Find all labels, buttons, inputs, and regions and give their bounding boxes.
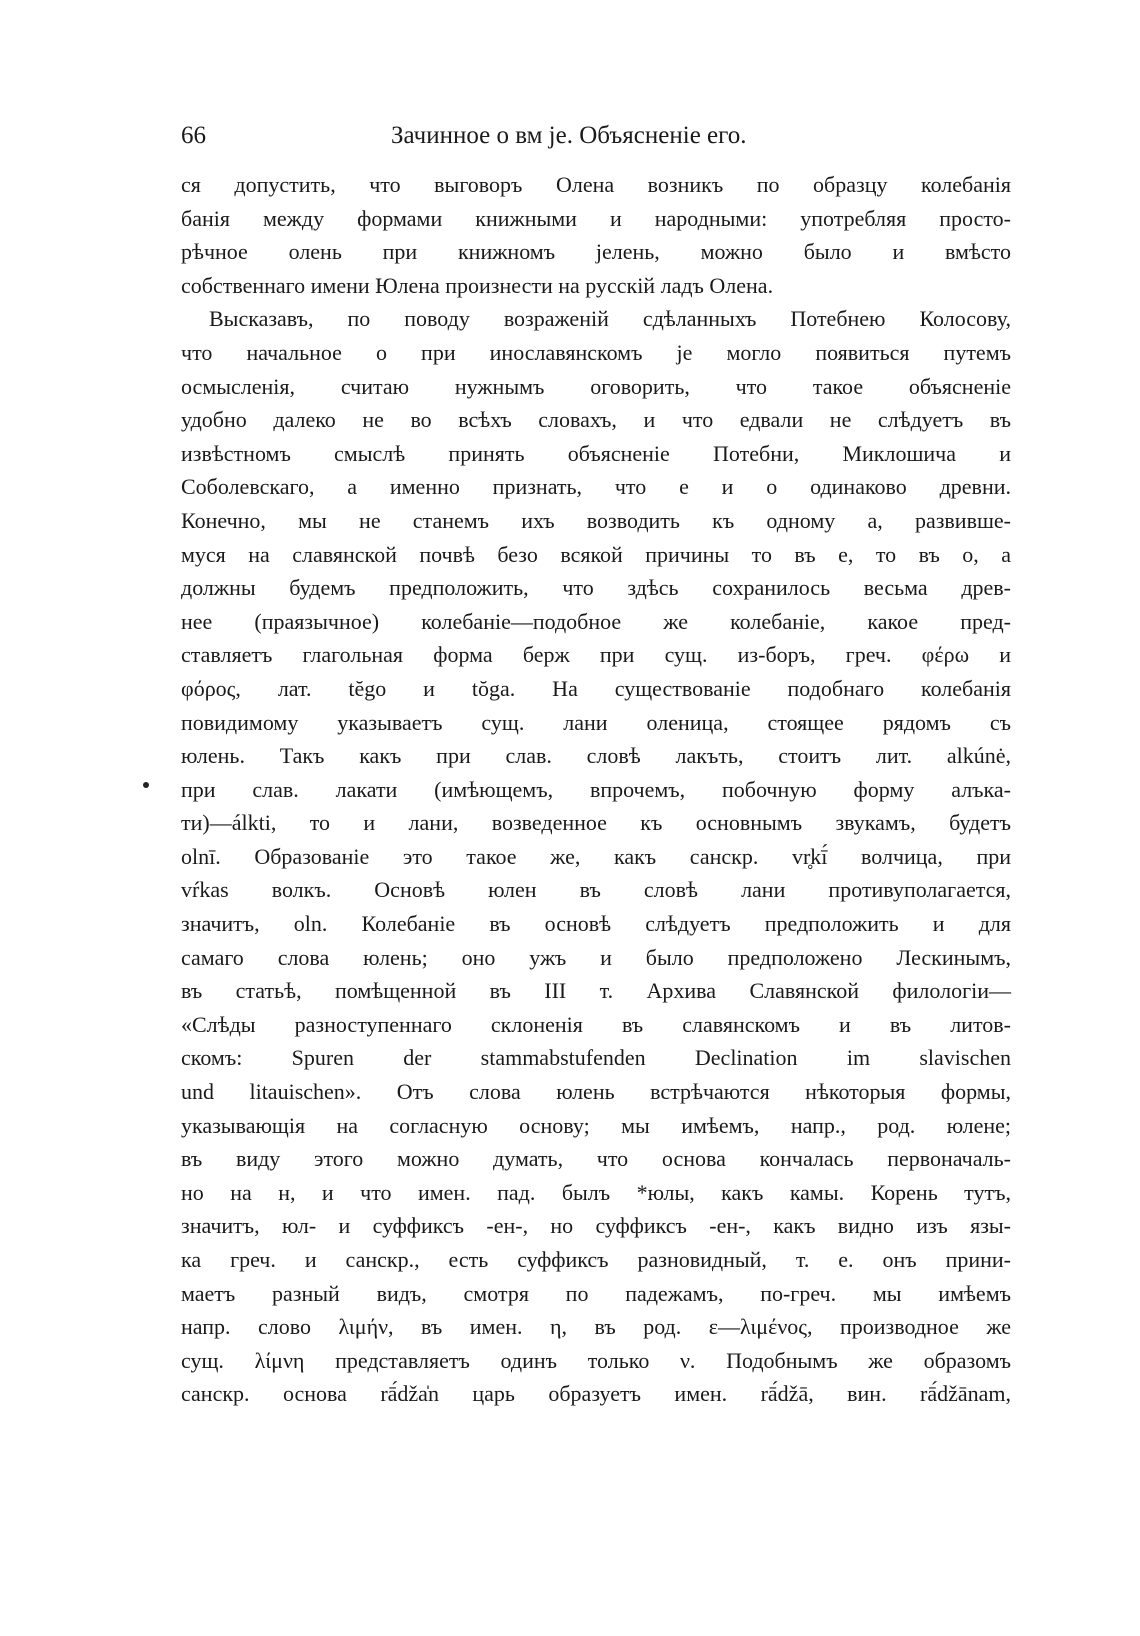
text-line: ка греч. и санскр., есть суффиксъ разновидный, т. е. онъ прини-: [181, 1247, 1011, 1272]
text-line: значитъ, oln. Колебаніе въ основѣ слѣдуетъ предположить и для: [181, 911, 1011, 937]
text-line: нее (праязычное) колебаніе—подобное же колебаніе, какое пред-: [181, 608, 1011, 634]
text-line: что начальное о при инославянскомъ је могло появиться путемъ: [181, 339, 1011, 365]
text-line: ся допустить, что выговоръ Олена возникъ по образцу колебанія: [181, 172, 1011, 197]
text-line: сущ. λίμνη представляетъ одинъ только ν. Подобнымъ же образомъ: [181, 1347, 1011, 1373]
text-line: въ статьѣ, помѣщенной въ III т. Архива Славянской филологіи—: [181, 978, 1011, 1004]
page-header: [181, 118, 1011, 154]
text-line: напр. слово λιμήν, въ имен. η, въ род. ε—λιμένος, производное же: [181, 1314, 1011, 1340]
text-line: извѣстномъ смыслѣ принять объясненіе Потебни, Миклошича и: [181, 440, 1011, 466]
text-line: скомъ: Spuren der stammabstufenden Declination im slavischen: [181, 1045, 1011, 1071]
text-line: Конечно, мы не станемъ ихъ возводить къ одному а, развивше-: [181, 507, 1011, 533]
text-line: санскр. основа rā́dža̍n царь образуетъ имен. rā́džā, вин. rā́džānam,: [181, 1381, 1011, 1407]
text-line: Соболевскаго, а именно признать, что е и о одинаково древни.: [181, 474, 1011, 500]
text-line: муся на славянской почвѣ безо всякой причины то въ е, то въ о, а: [181, 541, 1011, 567]
page-number: 66: [181, 122, 206, 149]
body-text: [181, 168, 1011, 1411]
running-title: Зачинное о вм je. Объясненіе его.: [391, 122, 747, 149]
text-line: банія между формами книжными и народными: употребляя просто-: [181, 205, 1011, 231]
text-line: φόρος, лат. tĕgo и tŏga. На существованіе подобнаго колебанія: [181, 675, 1011, 701]
text-line: самаго слова юлень; оно ужъ и было предположено Лескинымъ,: [181, 944, 1011, 970]
margin-dot: [143, 782, 149, 788]
text-line: «Слѣды разноступеннаго склоненія въ славянскомъ и въ литов-: [181, 1011, 1011, 1037]
text-line: удобно далеко не во всѣхъ словахъ, и что едвали не слѣдуетъ въ: [181, 407, 1011, 433]
text-line: должны будемъ предположить, что здѣсь сохранилось весьма древ-: [181, 575, 1011, 601]
text-line: und litauischen». Отъ слова юлень встрѣчаются нѣкоторыя формы,: [181, 1079, 1011, 1105]
text-line: осмысленія, считаю нужнымъ оговорить, что такое объясненіе: [181, 373, 1011, 399]
text-line: но на н, и что имен. пад. былъ *юлы, какъ камы. Корень тутъ,: [181, 1179, 1011, 1205]
text-line: маетъ разный видъ, смотря по падежамъ, по-греч. мы имѣемъ: [181, 1280, 1011, 1306]
text-line: повидимому указываетъ сущ. лани оленица, стоящее рядомъ съ: [181, 709, 1011, 735]
text-line: olnī. Образованіе это такое же, какъ санскр. vr̥kī́ волчица, при: [181, 843, 1011, 869]
text-line: юлень. Такъ какъ при слав. словѣ лакъть, стоитъ лит. alkúnė,: [181, 743, 1011, 769]
text-line: ти)—álkti, то и лани, возведенное къ основнымъ звукамъ, будетъ: [181, 810, 1011, 836]
text-line: значитъ, юл- и суффиксъ -ен-, но суффиксъ -ен-, какъ видно изъ язы-: [181, 1213, 1011, 1239]
text-line: собственнаго имени Юлена произнести на русскій ладъ Олена.: [181, 272, 774, 298]
text-line: Высказавъ, по поводу возраженій сдѣланныхъ Потебнею Колосову,: [209, 306, 1011, 332]
text-line: vŕkas волкъ. Основѣ юлен въ словѣ лани противуполагается,: [181, 877, 1011, 903]
text-line: при слав. лакати (имѣющемъ, впрочемъ, побочную форму алъка-: [181, 776, 1011, 802]
text-line: въ виду этого можно думать, что основа кончалась первоначаль-: [181, 1146, 1011, 1172]
text-line: указывающія на согласную основу; мы имѣемъ, напр., род. юлене;: [181, 1112, 1011, 1138]
text-line: ставляетъ глагольная форма берж при сущ. из-боръ, греч. φέρω и: [181, 642, 1011, 668]
text-line: рѣчное олень при книжномъ јелень, можно было и вмѣсто: [181, 239, 1011, 265]
